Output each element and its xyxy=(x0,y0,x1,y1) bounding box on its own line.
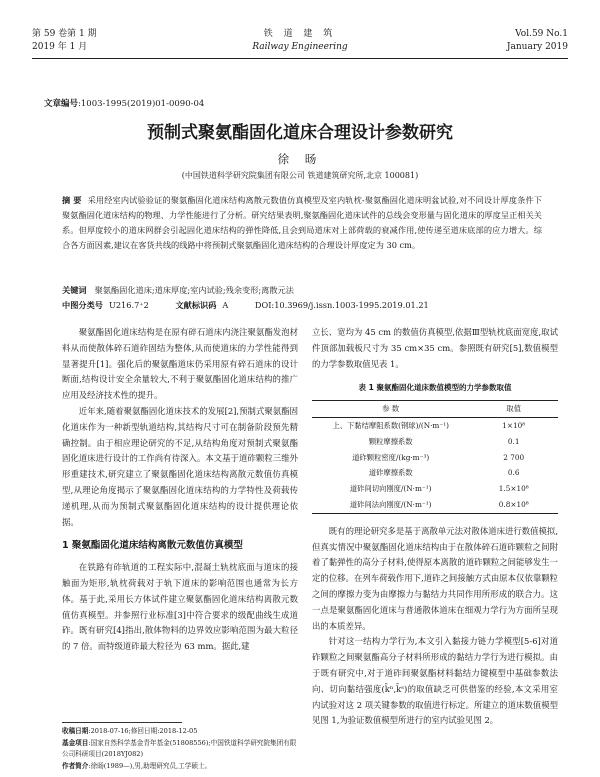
abstract xyxy=(62,193,542,253)
keywords-label: 关键词 xyxy=(62,285,87,295)
left-column xyxy=(62,325,298,655)
footnote-label: 基金项目 xyxy=(62,738,89,747)
journal-name-en: Railway Engineering xyxy=(252,42,348,52)
table-row xyxy=(312,417,558,433)
right-column xyxy=(312,325,558,729)
table-caption: 表 1 聚氨酯固化道床数值模型的力学参数取值 xyxy=(358,383,512,393)
body-paragraph: 聚氨酯固化道床结构是在原有碎石道床内浇注聚氨酯发泡材料从而使散体碎石道砟固结为整体,从而使道床的力学性能得到显著提升[1]。强化后的聚氨酯道床仍采用原有碎石道床的设计断面,结构设计安全余量较大,不利于聚氨酯固化道床结构的推广应用及经济技术性的提升。 xyxy=(62,327,298,401)
article-number xyxy=(44,97,204,109)
table-cell: 2 700 xyxy=(503,452,525,462)
keywords-text: 聚氨酯固化道床;道床厚度;室内试验;残余变形;离散元法 xyxy=(94,285,294,295)
table-cell: 1.5×10⁸ xyxy=(498,484,529,494)
table-row xyxy=(312,481,558,497)
running-header xyxy=(32,28,568,58)
table-cell: 道砟颗粒密度/(kg·m⁻³) xyxy=(352,452,430,462)
affiliation: (中国铁道科学研究院集团有限公司 铁道建筑研究所,北京 100081) xyxy=(181,171,419,180)
table-cell: 上、下黏结摩阻系数(钢球)/(N·m⁻¹) xyxy=(332,420,449,430)
table-cell: 0.1 xyxy=(507,436,520,446)
abstract-text: 采用经室内试验验证的聚氨酯固化道床结构离散元数值仿真模型及室内轨枕-聚氨酯固化道床明盆试验,对不同设计厚度条件下聚氨酯固化道床结构的物理、力学性能进行了分析。研究结果表明,聚氨酯固化道床试件的总线会变形量与固化道床的厚度呈正相关关系。但厚度较小的道床网群会引起固化道床结构的弹性降低,且会到局道床对上部荷载的衰减作用,使传递至道床底部的应力增大。综合各方面因素,建议在客货共线的线路中将预制式聚氨酯固化道床结构的合理设计厚度定为 30 cm。 xyxy=(62,195,542,250)
table-cell: 0.6 xyxy=(507,468,520,478)
body-paragraph: 既有的理论研究多是基于离散单元法对散体道床进行数值模拟,但真实情况中聚氨酯固化道床结构由于在散体碎石道砟颗粒之间附着了黏弹性的高分子材料,使得原本离散的道砟颗粒之间能够发生一定的位移。在列车荷载作用下,道砟之间接触方式由原本仅依靠颗粒之间的摩擦力变为由摩擦力与黏结力共同作用所形成的联合力。这一点是聚氨酯固化道床与普通散体道床在细观力学行为方面所呈现出的本质差异。 xyxy=(312,525,558,631)
issue-date: 2019 年 1 月 xyxy=(32,42,88,52)
section-heading: 1 聚氨酯固化道床结构离散元数值仿真模型 xyxy=(62,540,243,552)
footnote-label: 作者简介 xyxy=(62,761,89,770)
doc-code-value: A xyxy=(222,300,229,310)
table-row xyxy=(312,497,558,513)
footnote-text: :国家自然科学基金青年基金(51808556);中国铁道科学研究院集团有限公司科研项目(2018YJ082) xyxy=(62,738,297,758)
table-cell: 道砟间法向刚度/(N·m⁻¹) xyxy=(349,499,432,509)
table-cell: 0.8×10⁸ xyxy=(498,499,529,509)
table-row xyxy=(312,434,558,450)
author: 徐 旸 xyxy=(277,152,323,166)
body-paragraph: 近年来,随着聚氨酯固化道床技术的发展[2],预制式聚氨酯固化道床作为一种新型轨道结构,其结构尺寸可在制备阶段预先精确控制。由于相应理论研究的不足,从结构角度对预制式聚氨酯固化道床进行设计的工作尚有待深入。本文基于道砟颗粒三维外形重建技术,研究建立了聚氨酯固化道床结构离散元数值仿真模型,从理论角度揭示了聚氨酯固化道床结构的力学特性及荷载传递机理,从而为预制式聚氨酯固化道床结构的设计提供理论依据。 xyxy=(62,405,298,527)
keywords xyxy=(62,285,542,296)
header-right xyxy=(507,28,568,54)
table-cell: 1×10⁸ xyxy=(502,420,526,430)
footnote-received xyxy=(62,726,302,738)
abstract-label: 摘 要 xyxy=(62,195,82,205)
journal-name-cn: 铁 道 建 筑 xyxy=(263,29,337,39)
table-header-cell: 取值 xyxy=(506,404,522,414)
classification-line xyxy=(62,300,560,311)
footnote-label: 收稿日期 xyxy=(62,727,89,735)
article-number-value: :1003-1995(2019)01-0090-04 xyxy=(78,99,205,109)
volume-issue: 第 59 卷第 1 期 xyxy=(32,29,97,39)
article-number-label: 文章编号 xyxy=(44,99,79,109)
clc-value: U216.7⁺2 xyxy=(108,300,149,310)
body-paragraph: 针对这一结构力学行为,本文引入黏接力链力学模型[5-6]对道砟颗粒之间聚氨酯高分子材料所形成的黏结力学行为进行模拟。由于既有研究中,对于道砟间聚氨酯材料黏结力键模型中基础参数法向、切向黏结强度(k̄ⁿ,k̄ˢ)的取值缺乏可供借鉴的经验,本文采用室内试验对这 2 项关键参数的取值进行标定。所建立的道床数值模型见图 1,为验证数值模型所进行的室内试验见图 2。 xyxy=(312,636,558,726)
footnote-author xyxy=(62,761,302,773)
body-paragraph: 在铁路有砟轨道的工程实际中,混凝土轨枕底面与道床的接触面为矩形,轨枕荷载对于轨下道床的影响范围也通常为长方体。基于此,采用长方体试件建立聚氨酯固化道床结构离散元数值仿真模型。并参照行业标准[3]中符合要求的级配曲线生成道砟。既有研究[4]指出,散体物料的边界效应影响范围为最大粒径的 7 倍。而特级道砟最大粒径为 63 mm。据此,建 xyxy=(62,562,298,652)
header-rule xyxy=(32,58,568,59)
clc-label: 中图分类号 xyxy=(62,300,103,310)
table-cell: 道砟摩擦系数 xyxy=(368,468,413,478)
table-cell: 道砟间切向刚度/(N·m⁻¹) xyxy=(349,484,432,494)
footnote-rule xyxy=(62,722,182,723)
table-row xyxy=(312,465,558,481)
parameter-table xyxy=(312,400,558,514)
table-row xyxy=(312,450,558,466)
table-cell: 颗粒摩擦系数 xyxy=(368,436,413,446)
footnotes xyxy=(62,726,302,772)
volume-issue-en: Vol.59 No.1 xyxy=(515,29,568,39)
table-header-cell: 参 数 xyxy=(382,404,400,414)
footnote-funding xyxy=(62,738,302,761)
doc-code-label: 文献标识码 xyxy=(175,300,217,310)
issue-date-en: January 2019 xyxy=(506,42,568,52)
paper-title: 预制式聚氨酯固化道床合理设计参数研究 xyxy=(147,123,453,143)
body-paragraph: 立长、宽均为 45 cm 的数值仿真模型,依据Ⅲ型轨枕底面宽度,取试件顶部加载板尺寸为 35 cm×35 cm。参照既有研究[5],数值模型的力学参数取值见表 1。 xyxy=(312,327,558,369)
table-header-row xyxy=(312,401,558,418)
header-center xyxy=(32,28,568,54)
doi: DOI:10.3969/j.issn.1003-1995.2019.01.21 xyxy=(254,300,429,310)
footnote-text: :2018-07-16;修回日期:2018-12-05 xyxy=(88,727,198,735)
footnote-text: :徐旸(1989—),男,助理研究员,工学硕士。 xyxy=(88,761,212,770)
